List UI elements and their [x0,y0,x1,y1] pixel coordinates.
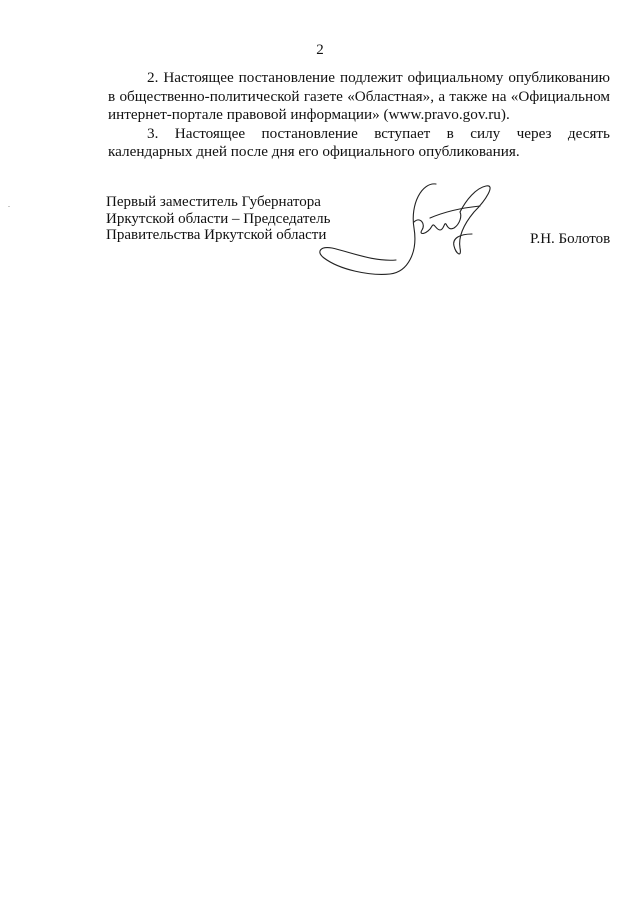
signer-position-line: Первый заместитель Губернатора [106,194,321,210]
paragraph-effective-date: 3. Настоящее постановление вступает в силу через десять календарных дней после дня его официального опубликования. [108,124,610,161]
scan-artifact [8,206,10,207]
signer-name: Р.Н. Болотов [530,231,611,247]
document-body [108,69,610,162]
signer-position-line: Иркутской области – Председатель [106,210,331,227]
signer-position-line: Правительства Иркутской области [106,227,327,243]
handwritten-signature [310,178,506,286]
paragraph-publication: 2. Настоящее постановление подлежит официальному опубликованию в общественно-политической газете «Областная», а также на «Официальном интернет-портале правовой информации» (www.pravo.gov.ru). [108,69,610,124]
page-number: 2 [316,42,324,58]
signature-block [106,194,626,294]
